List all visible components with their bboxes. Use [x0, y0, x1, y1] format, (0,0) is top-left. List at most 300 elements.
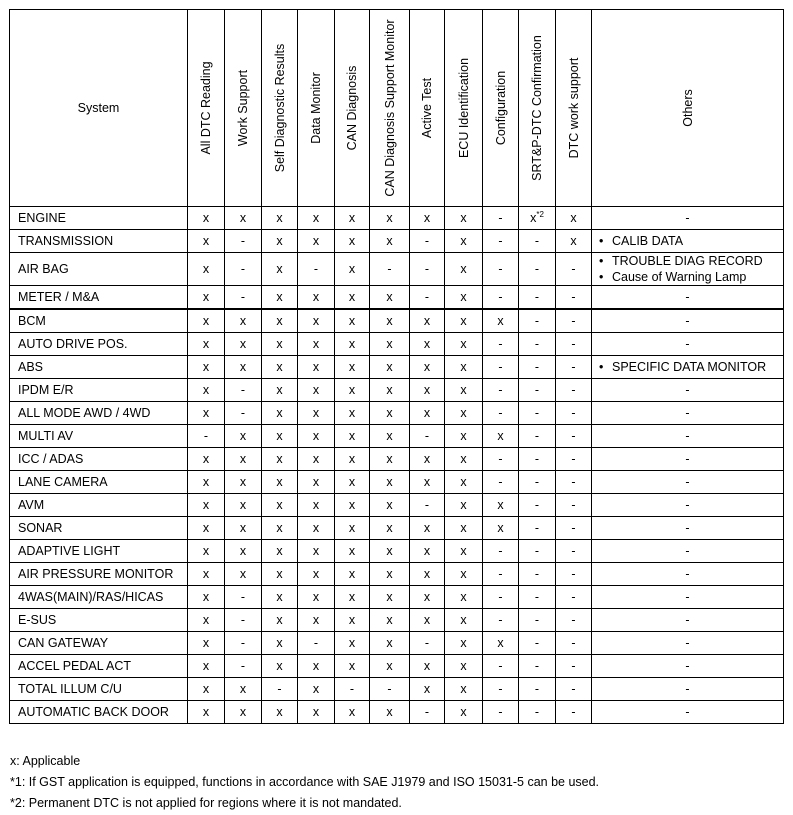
column-header [335, 10, 370, 207]
function-cell [445, 517, 483, 540]
system-name-cell: 4WAS(MAIN)/RAS/HICAS [10, 586, 188, 609]
function-mark: x [386, 360, 393, 374]
function-cell [188, 609, 225, 632]
function-cell [335, 425, 370, 448]
function-mark: x [276, 406, 283, 420]
function-cell [298, 333, 335, 356]
function-mark: x [202, 475, 210, 489]
function-mark: x [460, 211, 467, 225]
function-cell [262, 448, 298, 471]
function-cell [445, 207, 483, 230]
function-cell [335, 701, 370, 724]
function-mark: - [571, 613, 576, 627]
function-cell [483, 425, 519, 448]
function-mark: x [312, 383, 320, 397]
function-cell [335, 379, 370, 402]
function-cell [556, 609, 592, 632]
others-cell [592, 517, 784, 540]
function-cell [335, 253, 370, 286]
function-mark: - [534, 590, 540, 604]
function-cell [519, 517, 556, 540]
function-cell [370, 379, 410, 402]
function-mark: x [348, 498, 356, 512]
function-cell [335, 207, 370, 230]
function-mark: - [571, 567, 576, 581]
function-mark: x [276, 521, 283, 535]
function-mark: x [386, 705, 393, 719]
table-row [10, 701, 784, 724]
function-mark: - [498, 475, 503, 489]
function-mark: x [276, 475, 283, 489]
function-mark: - [571, 314, 576, 328]
function-mark: x [570, 234, 577, 248]
function-mark: x [348, 521, 356, 535]
others-cell [592, 425, 784, 448]
function-mark: x [423, 383, 431, 397]
function-cell [556, 253, 592, 286]
others-cell [592, 586, 784, 609]
function-mark: - [534, 452, 540, 466]
function-cell [483, 540, 519, 563]
function-mark: x [202, 337, 210, 351]
function-cell [225, 230, 262, 253]
function-mark: x [386, 234, 393, 248]
function-cell [519, 253, 556, 286]
function-cell [445, 701, 483, 724]
function-cell [445, 494, 483, 517]
function-mark: x [239, 211, 247, 225]
function-mark: x [423, 567, 431, 581]
function-cell [519, 230, 556, 253]
table-row [10, 379, 784, 402]
function-cell [188, 379, 225, 402]
function-cell [519, 379, 556, 402]
others-cell [592, 632, 784, 655]
others-cell [592, 448, 784, 471]
function-cell [188, 563, 225, 586]
function-cell [225, 253, 262, 286]
function-cell [335, 230, 370, 253]
function-mark: - [534, 262, 540, 276]
function-mark: - [571, 429, 576, 443]
function-cell [225, 425, 262, 448]
function-mark: x [386, 290, 393, 304]
function-mark: - [534, 705, 540, 719]
table-row [10, 253, 784, 286]
function-cell [519, 309, 556, 333]
function-cell [262, 494, 298, 517]
function-mark: x [460, 337, 467, 351]
function-cell [298, 448, 335, 471]
function-cell [370, 286, 410, 310]
function-cell [188, 586, 225, 609]
system-name-cell: TOTAL ILLUM C/U [10, 678, 188, 701]
function-mark: x [312, 613, 320, 627]
system-name-cell: IPDM E/R [10, 379, 188, 402]
column-header [556, 10, 592, 207]
function-mark: x [348, 337, 356, 351]
function-cell [188, 494, 225, 517]
function-cell [445, 632, 483, 655]
function-mark: - [534, 475, 540, 489]
column-header [298, 10, 335, 207]
column-header-label: ECU Identification [456, 57, 471, 159]
function-mark: x [460, 567, 467, 581]
function-cell [483, 230, 519, 253]
function-mark: x [386, 613, 393, 627]
function-mark: x [202, 590, 210, 604]
function-cell [335, 678, 370, 701]
function-mark: x [276, 452, 283, 466]
function-mark: x [348, 659, 356, 673]
others-cell [592, 402, 784, 425]
function-cell [188, 701, 225, 724]
function-cell [410, 609, 445, 632]
function-cell [519, 655, 556, 678]
function-cell [556, 286, 592, 310]
system-name-cell: AVM [10, 494, 188, 517]
others-item: • SPECIFIC DATA MONITOR [599, 359, 783, 375]
function-cell [225, 701, 262, 724]
function-cell [262, 356, 298, 379]
function-mark: - [240, 659, 246, 673]
function-cell [556, 309, 592, 333]
table-row [10, 402, 784, 425]
function-cell [483, 586, 519, 609]
function-mark: x [276, 636, 283, 650]
function-mark: x [276, 567, 283, 581]
function-mark: x [202, 234, 210, 248]
function-mark: x [239, 705, 247, 719]
function-mark: x [460, 498, 467, 512]
function-mark: x [239, 682, 247, 696]
function-mark: x [312, 475, 320, 489]
function-cell [519, 586, 556, 609]
function-mark: - [387, 262, 392, 276]
function-cell [188, 517, 225, 540]
others-value: - [685, 314, 690, 328]
system-name-cell: ABS [10, 356, 188, 379]
function-mark: x [202, 544, 210, 558]
function-cell [188, 425, 225, 448]
function-cell [445, 448, 483, 471]
function-mark: x [348, 211, 356, 225]
function-mark: - [534, 521, 540, 535]
function-mark: x [312, 337, 320, 351]
others-cell [592, 609, 784, 632]
table-row [10, 230, 784, 253]
function-mark: x [239, 337, 247, 351]
function-cell [188, 471, 225, 494]
function-mark: - [240, 383, 246, 397]
function-mark: - [571, 452, 576, 466]
function-mark: x [276, 498, 283, 512]
function-cell [262, 471, 298, 494]
others-cell [592, 230, 784, 253]
function-mark: - [498, 211, 503, 225]
function-cell [188, 448, 225, 471]
function-mark: x [460, 452, 467, 466]
function-cell [556, 471, 592, 494]
function-cell [483, 632, 519, 655]
function-cell [262, 230, 298, 253]
function-cell [335, 494, 370, 517]
function-cell [298, 286, 335, 310]
function-cell [262, 701, 298, 724]
function-cell [370, 655, 410, 678]
function-cell [188, 207, 225, 230]
function-cell [225, 356, 262, 379]
function-mark: x [312, 705, 320, 719]
function-mark: x [312, 521, 320, 535]
function-cell [519, 425, 556, 448]
table-row [10, 586, 784, 609]
function-mark: x [423, 613, 431, 627]
function-mark: x [202, 521, 210, 535]
function-mark: x [460, 234, 467, 248]
function-mark: - [240, 613, 246, 627]
function-mark: - [240, 234, 246, 248]
function-mark: x [423, 314, 431, 328]
table-row [10, 286, 784, 310]
function-mark: x [312, 682, 320, 696]
column-header-label: Others [680, 89, 695, 127]
function-mark: x [312, 498, 320, 512]
function-cell [335, 563, 370, 586]
function-mark: x [386, 383, 393, 397]
function-mark: - [498, 337, 503, 351]
function-cell [298, 494, 335, 517]
function-cell [335, 402, 370, 425]
function-cell [370, 586, 410, 609]
table-row [10, 655, 784, 678]
function-mark: x [386, 429, 393, 443]
function-mark: - [534, 567, 540, 581]
function-cell [225, 448, 262, 471]
function-cell [519, 678, 556, 701]
function-cell [556, 207, 592, 230]
diagnosis-function-table [9, 9, 784, 724]
function-mark: x [348, 705, 356, 719]
function-mark: - [534, 383, 540, 397]
function-mark: x [386, 567, 393, 581]
function-cell [519, 333, 556, 356]
column-header-system: System [10, 10, 188, 207]
function-mark: - [387, 682, 392, 696]
function-mark: x [497, 636, 504, 650]
table-row [10, 632, 784, 655]
function-mark: - [240, 636, 246, 650]
table-row [10, 309, 784, 333]
others-cell [592, 655, 784, 678]
function-cell [370, 309, 410, 333]
function-mark: x [348, 360, 356, 374]
function-cell [335, 517, 370, 540]
function-cell [556, 402, 592, 425]
function-cell [370, 471, 410, 494]
column-header [445, 10, 483, 207]
function-mark: x [460, 613, 467, 627]
system-name-cell: BCM [10, 309, 188, 333]
function-cell [298, 230, 335, 253]
table-row [10, 207, 784, 230]
column-header-others [592, 10, 784, 207]
function-cell [262, 540, 298, 563]
function-mark: - [424, 290, 430, 304]
function-cell [410, 402, 445, 425]
others-value: - [685, 590, 690, 604]
function-cell [410, 563, 445, 586]
function-cell [262, 563, 298, 586]
function-cell [262, 309, 298, 333]
function-cell [519, 609, 556, 632]
function-cell [188, 253, 225, 286]
function-mark: - [498, 659, 503, 673]
function-cell [225, 207, 262, 230]
function-cell [410, 655, 445, 678]
function-cell [519, 494, 556, 517]
function-mark: - [498, 383, 503, 397]
function-mark: - [571, 659, 576, 673]
function-mark: x [202, 211, 210, 225]
function-cell [410, 540, 445, 563]
function-cell [370, 448, 410, 471]
function-cell [410, 207, 445, 230]
others-cell [592, 471, 784, 494]
function-cell [225, 563, 262, 586]
function-mark: x [202, 705, 210, 719]
function-mark: - [571, 360, 576, 374]
function-cell [445, 286, 483, 310]
function-mark: x [460, 544, 467, 558]
table-body [10, 207, 784, 724]
function-mark: x [386, 337, 393, 351]
function-mark: - [534, 337, 540, 351]
function-mark: - [534, 636, 540, 650]
function-cell [556, 356, 592, 379]
function-cell [556, 494, 592, 517]
system-name-cell: AIR BAG [10, 253, 188, 286]
function-mark: x [348, 383, 356, 397]
function-mark: - [534, 429, 540, 443]
function-cell [335, 540, 370, 563]
function-mark: x [312, 406, 320, 420]
function-cell [483, 563, 519, 586]
system-name-cell: METER / M&A [10, 286, 188, 310]
function-mark: - [498, 234, 503, 248]
function-cell [519, 207, 556, 230]
function-mark: x [202, 498, 210, 512]
function-mark: x [386, 211, 393, 225]
function-cell [370, 701, 410, 724]
function-cell [519, 286, 556, 310]
function-mark: - [240, 590, 246, 604]
function-cell [370, 494, 410, 517]
function-cell [298, 253, 335, 286]
system-name-cell: AIR PRESSURE MONITOR [10, 563, 188, 586]
system-name-cell: E-SUS [10, 609, 188, 632]
function-mark: x [239, 314, 247, 328]
function-mark: x [423, 475, 431, 489]
function-cell [410, 286, 445, 310]
function-mark: x [497, 521, 504, 535]
table-row [10, 540, 784, 563]
function-mark: x [276, 234, 283, 248]
others-item: • CALIB DATA [599, 233, 783, 249]
function-mark: - [571, 383, 576, 397]
function-mark: x [239, 452, 247, 466]
function-mark: x [312, 234, 320, 248]
function-mark: x [276, 705, 283, 719]
others-item: • Cause of Warning Lamp [599, 269, 783, 285]
column-header-label: SRT&P-DTC Confirmation [529, 35, 544, 181]
others-cell [592, 678, 784, 701]
others-value: - [685, 636, 690, 650]
function-mark: - [424, 636, 430, 650]
function-mark: x [460, 383, 467, 397]
function-mark: - [534, 360, 540, 374]
function-mark: x [386, 544, 393, 558]
function-cell [556, 563, 592, 586]
function-cell [445, 230, 483, 253]
function-cell [262, 517, 298, 540]
function-mark: x [239, 567, 247, 581]
function-cell [225, 540, 262, 563]
function-cell [410, 425, 445, 448]
system-name-cell: MULTI AV [10, 425, 188, 448]
function-mark: x [239, 360, 247, 374]
function-cell [445, 333, 483, 356]
function-mark: x [497, 429, 504, 443]
function-cell [335, 471, 370, 494]
function-cell [225, 333, 262, 356]
function-cell [335, 448, 370, 471]
function-cell [370, 678, 410, 701]
function-cell [445, 356, 483, 379]
function-cell [298, 609, 335, 632]
function-cell [335, 309, 370, 333]
function-mark: x [202, 659, 210, 673]
function-cell [556, 425, 592, 448]
function-cell [298, 701, 335, 724]
function-mark: x [423, 659, 431, 673]
footnotes [10, 751, 599, 814]
others-value: - [685, 383, 690, 397]
function-cell [188, 678, 225, 701]
function-mark: - [277, 682, 282, 696]
function-cell [262, 253, 298, 286]
others-cell [592, 494, 784, 517]
table-row [10, 517, 784, 540]
function-mark: x [460, 636, 467, 650]
function-mark: - [498, 290, 503, 304]
function-cell [225, 309, 262, 333]
column-header-label: Active Test [419, 77, 434, 139]
function-cell [483, 333, 519, 356]
function-mark: - [240, 262, 246, 276]
function-mark: x [312, 314, 320, 328]
function-cell [556, 701, 592, 724]
function-mark: x [276, 337, 283, 351]
function-mark: x [202, 290, 210, 304]
function-mark: x [202, 452, 210, 466]
function-mark: - [240, 290, 246, 304]
function-cell [262, 678, 298, 701]
function-cell [298, 207, 335, 230]
function-cell [519, 402, 556, 425]
function-mark: x [386, 590, 393, 604]
system-name-cell: AUTOMATIC BACK DOOR [10, 701, 188, 724]
